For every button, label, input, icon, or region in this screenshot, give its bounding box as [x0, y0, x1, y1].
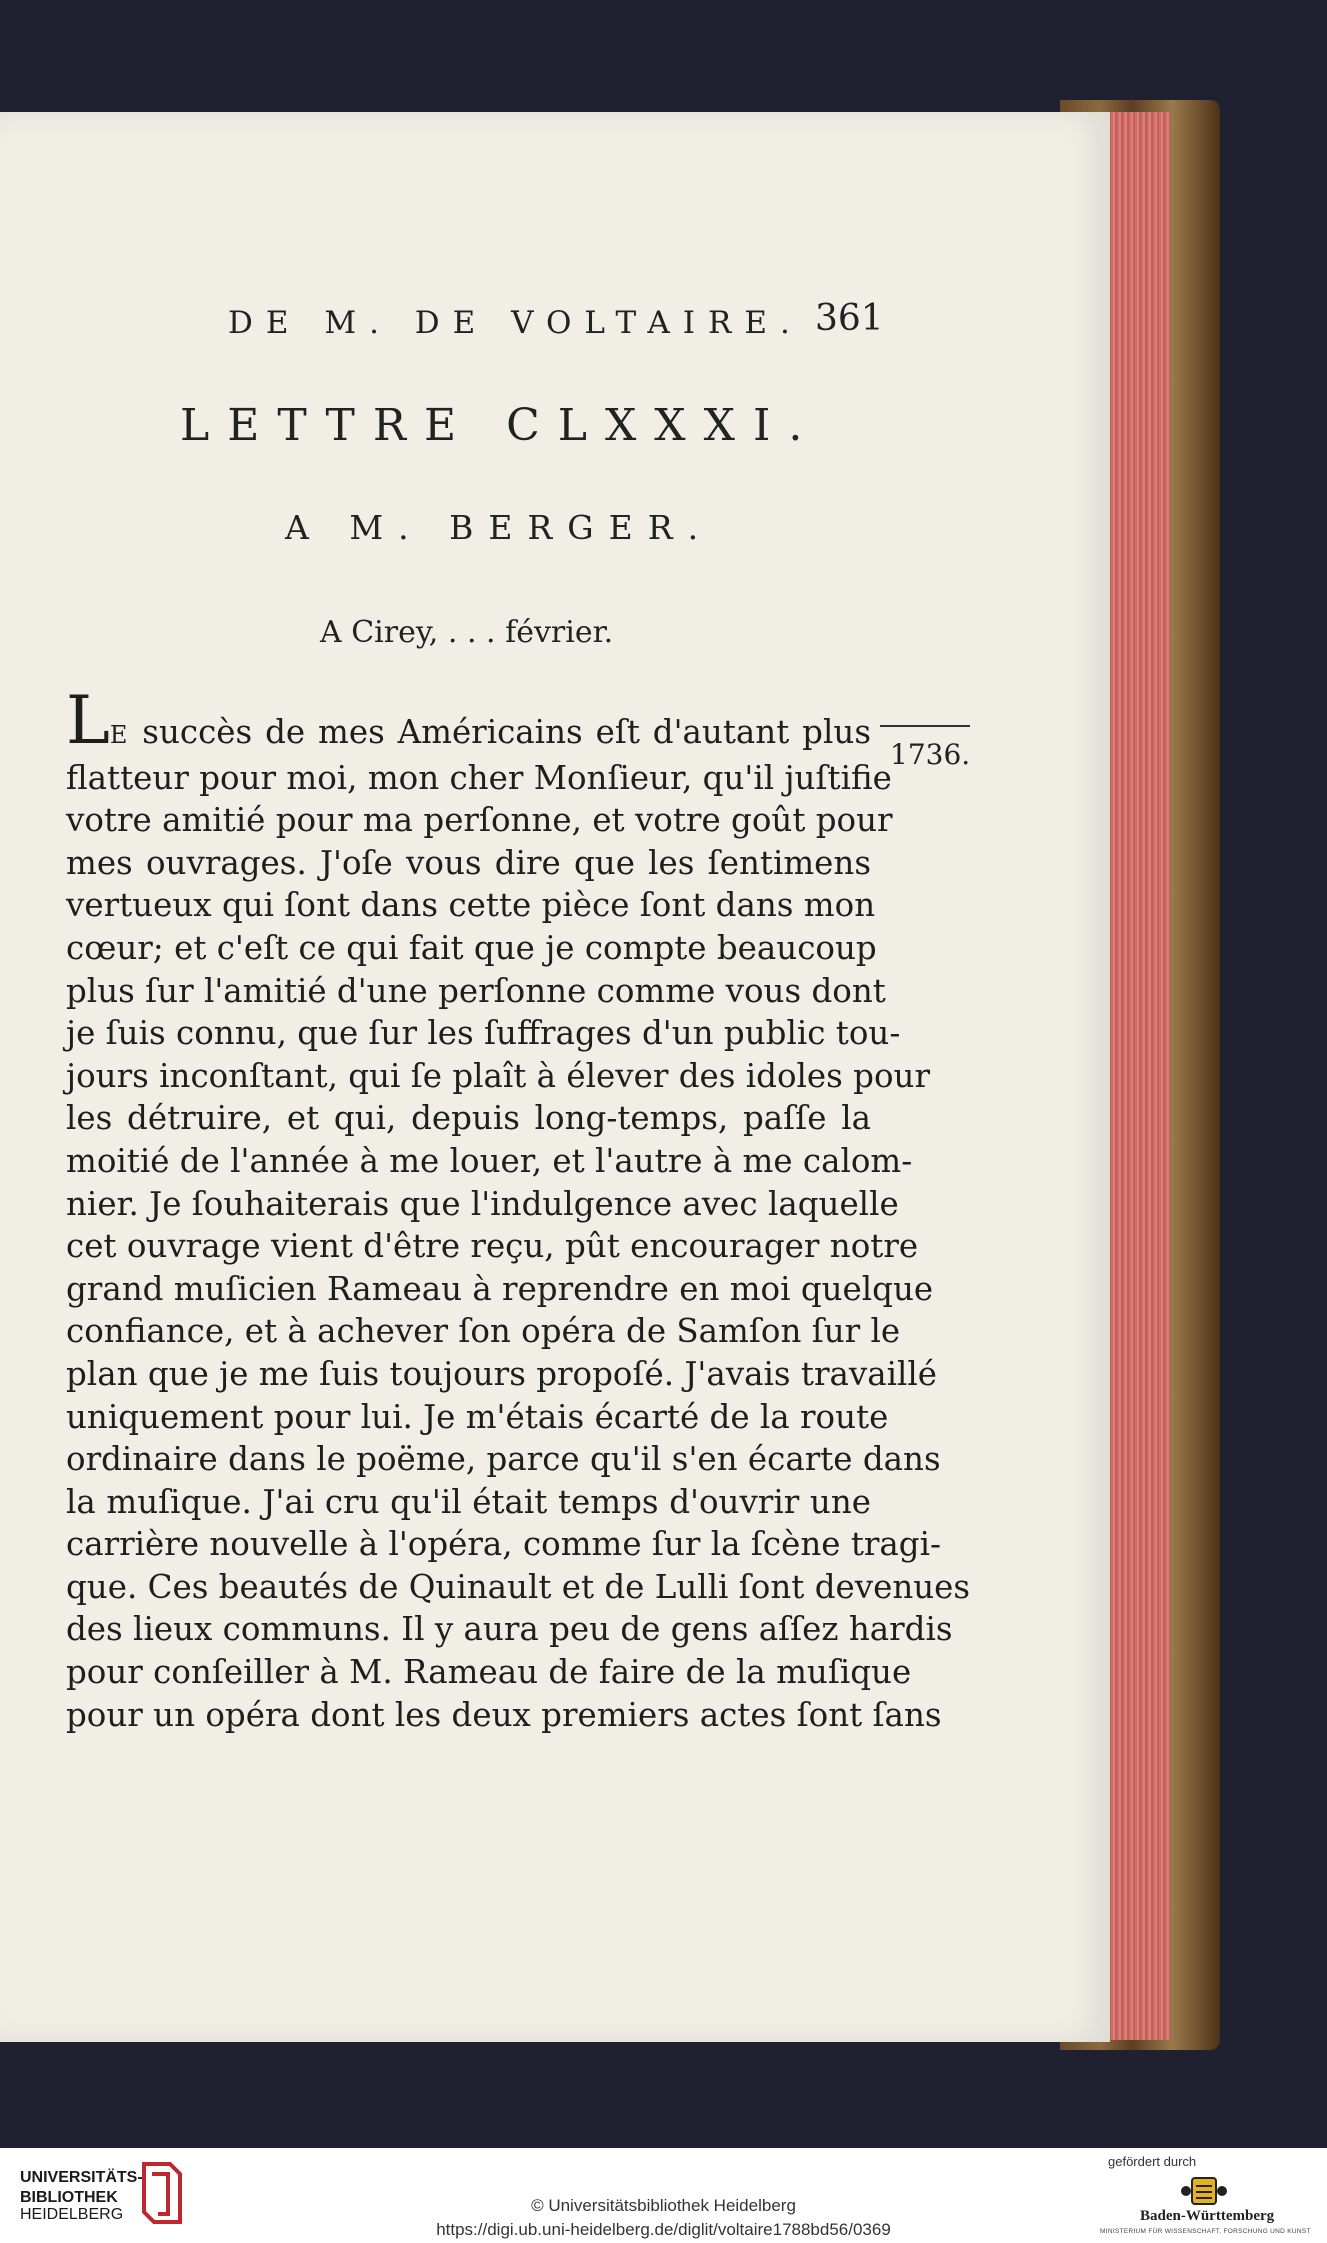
page-edges [1100, 112, 1170, 2040]
funder-name: Baden-Württemberg [1140, 2208, 1275, 2224]
library-city: HEIDELBERG [20, 2206, 124, 2223]
body-line: cœur; et c'eſt ce qui fait que je compte beaucoup [66, 928, 877, 967]
drop-cap-rest: E [109, 721, 130, 749]
body-line: plus ſur l'amitié d'une perſonne comme vous dont [66, 971, 886, 1010]
letter-dateline: A Cirey, . . . février. [320, 615, 614, 650]
viewer-footer [0, 2148, 1327, 2243]
letter-title: LETTRE CLXXXI. [180, 400, 821, 451]
library-logo-icon [140, 2160, 184, 2226]
body-line: les détruire, et qui, depuis long-temps, paſſe la [66, 1099, 871, 1138]
body-line: que. Ces beautés de Quinault et de Lulli ſont devenues [66, 1567, 971, 1606]
body-line: flatteur pour moi, mon cher Monſieur, qu'il juſtifie [66, 758, 892, 797]
running-header: DE M. DE VOLTAIRE. [228, 305, 803, 341]
baden-wuerttemberg-crest-icon [1180, 2174, 1228, 2208]
body-line: uniquement pour lui. Je m'étais écarté de la route [66, 1397, 889, 1436]
margin-year: 1736. [890, 738, 971, 771]
copyright-notice: © Universitätsbibliothek Heidelberg [531, 2196, 796, 2215]
funder-subtitle: MINISTERIUM FÜR WISSENSCHAFT, FORSCHUNG UND KUNST [1100, 2228, 1311, 2235]
body-line: je ſuis connu, que ſur les ſuffrages d'un public tou- [66, 1014, 901, 1053]
body-line: grand muſicien Rameau à reprendre en moi quelque [66, 1269, 934, 1308]
drop-cap: L [66, 682, 110, 759]
body-line: carrière nouvelle à l'opéra, comme ſur la ſcène tragi- [66, 1525, 941, 1564]
body-line: mes ouvrages. J'oſe vous dire que les ſentimens [66, 843, 871, 882]
body-line: cet ouvrage vient d'être reçu, pût encourager notre [66, 1227, 919, 1266]
body-line: des lieux communs. Il y aura peu de gens aſſez hardis [66, 1610, 953, 1649]
first-line-text: succès de mes Américains eſt d'autant plus [129, 713, 871, 751]
body-line: ordinaire dans le poëme, parce qu'il s'en écarte dans [66, 1440, 941, 1479]
body-line: la muſique. J'ai cru qu'il était temps d'ouvrir une [66, 1482, 871, 1521]
body-line: vertueux qui ſont dans cette pièce ſont dans mon [66, 886, 876, 925]
body-line-1 [66, 682, 871, 759]
funded-by-label: gefördert durch [1108, 2154, 1197, 2169]
body-line: plan que je me ſuis toujours propoſé. J'avais travaillé [66, 1354, 938, 1393]
body-line: moitié de l'année à me louer, et l'autre à me calom- [66, 1141, 913, 1180]
permalink-link[interactable]: https://digi.ub.uni-heidelberg.de/diglit/voltaire1788bd56/0369 [436, 2220, 891, 2239]
body-line: jours inconſtant, qui ſe plaît à élever des idoles pour [66, 1056, 930, 1095]
letter-recipient: A M. BERGER. [285, 508, 714, 547]
body-line: pour conſeiller à M. Rameau de faire de la muſique [66, 1653, 912, 1692]
library-name-line1: UNIVERSITÄTS- [20, 2169, 143, 2186]
page-number: 361 [815, 298, 884, 339]
margin-rule [880, 725, 970, 727]
body-line: pour un opéra dont les deux premiers actes ſont ſans [66, 1695, 942, 1734]
library-name-line2: BIBLIOTHEK [20, 2189, 118, 2206]
body-line: confiance, et à achever ſon opéra de Samſon ſur le [66, 1312, 901, 1351]
body-line: nier. Je ſouhaiterais que l'indulgence avec laquelle [66, 1184, 899, 1223]
body-line: votre amitié pour ma perſonne, et votre goût pour [66, 801, 893, 840]
